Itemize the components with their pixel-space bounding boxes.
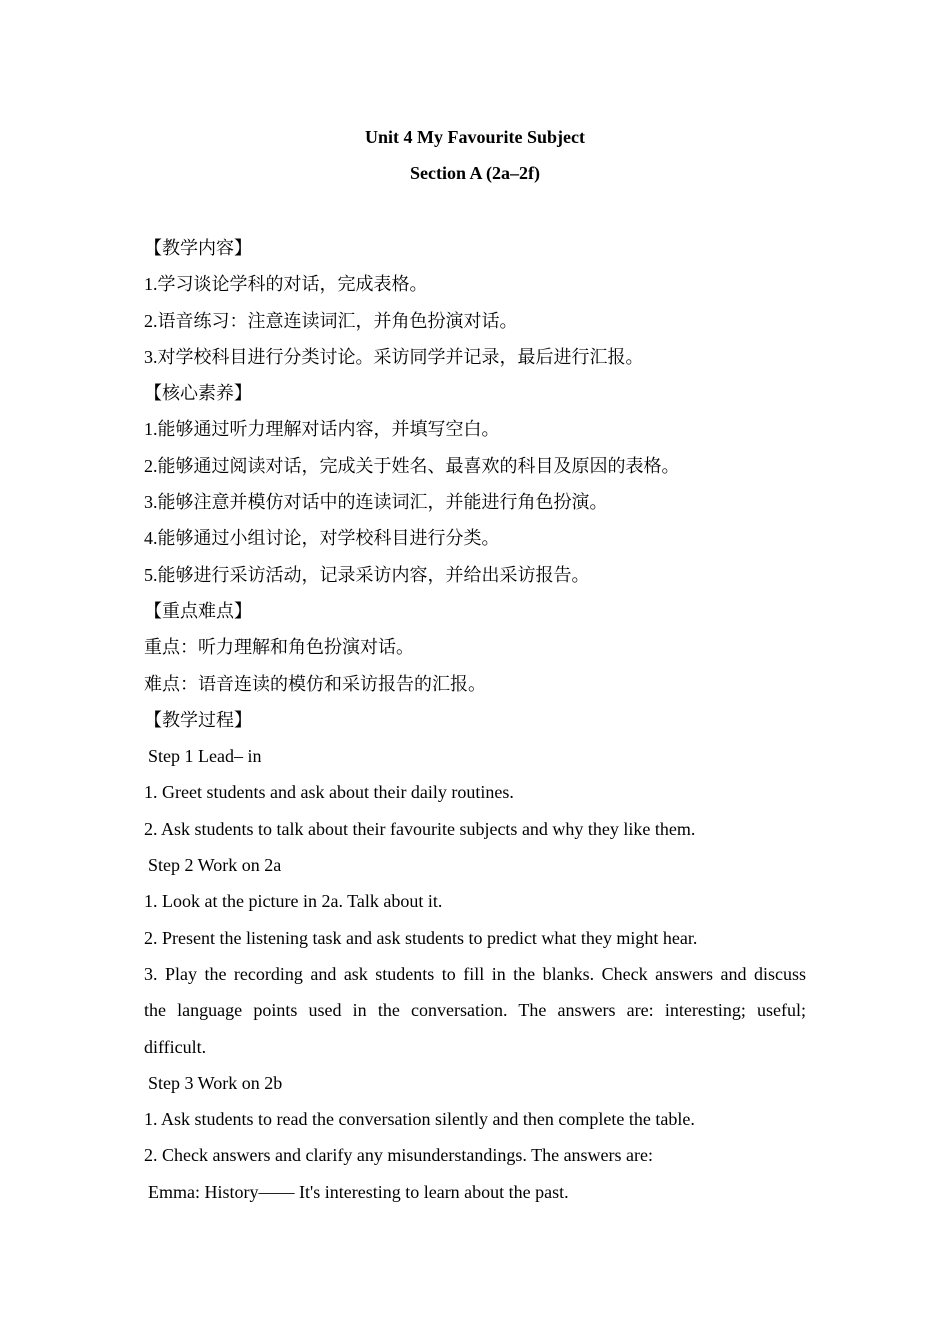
key-point-focus: 重点：听力理解和角色扮演对话。 xyxy=(144,637,414,658)
step-title: Step 3 Work on 2b xyxy=(148,1072,283,1093)
literacy-item: 3.能够注意并模仿对话中的连读词汇，并能进行角色扮演。 xyxy=(144,492,608,513)
content-item: 3.对学校科目进行分类讨论。采访同学并记录，最后进行汇报。 xyxy=(144,346,644,367)
step-title: Step 2 Work on 2a xyxy=(148,855,282,876)
step-item-line: difficult. xyxy=(144,1036,207,1057)
content-item: 2.语音练习：注意连读词汇，并角色扮演对话。 xyxy=(144,310,518,331)
literacy-item: 5.能够进行采访活动，记录采访内容，并给出采访报告。 xyxy=(144,564,590,585)
content-item: 1.学习谈论学科的对话，完成表格。 xyxy=(144,274,428,295)
section-heading-literacy: 【核心素养】 xyxy=(144,383,252,404)
document-title: Unit 4 My Favourite Subject xyxy=(365,127,585,147)
step-item: 2. Present the listening task and ask students to predict what they might hear. xyxy=(144,927,698,948)
step-title: Step 1 Lead– in xyxy=(148,746,262,767)
literacy-item: 2.能够通过阅读对话，完成关于姓名、最喜欢的科目及原因的表格。 xyxy=(144,455,680,476)
step-item-line: the language points used in the conversation. The answers are: interesting; useful; xyxy=(144,1000,806,1021)
literacy-item: 4.能够通过小组讨论，对学校科目进行分类。 xyxy=(144,528,500,549)
step-item: 1. Ask students to read the conversation silently and then complete the table. xyxy=(144,1109,695,1130)
step-answer: Emma: History—— It's interesting to learn about the past. xyxy=(148,1181,569,1202)
literacy-item: 1.能够通过听力理解对话内容，并填写空白。 xyxy=(144,419,500,440)
document-body xyxy=(144,230,806,1210)
step-item: 2. Ask students to talk about their favourite subjects and why they like them. xyxy=(144,818,696,839)
section-heading-key-points: 【重点难点】 xyxy=(144,600,252,621)
step-item: 1. Look at the picture in 2a. Talk about it. xyxy=(144,891,443,912)
step-item: 2. Check answers and clarify any misunderstandings. The answers are: xyxy=(144,1145,654,1166)
key-point-difficulty: 难点：语音连读的模仿和采访报告的汇报。 xyxy=(144,673,486,694)
step-item: 1. Greet students and ask about their daily routines. xyxy=(144,782,514,803)
section-heading-content: 【教学内容】 xyxy=(144,238,252,258)
section-heading-process: 【教学过程】 xyxy=(144,709,252,730)
step-item-line: 3. Play the recording and ask students to fill in the blanks. Check answers and discuss xyxy=(144,963,806,984)
document-subtitle: Section A (2a–2f) xyxy=(410,163,540,183)
